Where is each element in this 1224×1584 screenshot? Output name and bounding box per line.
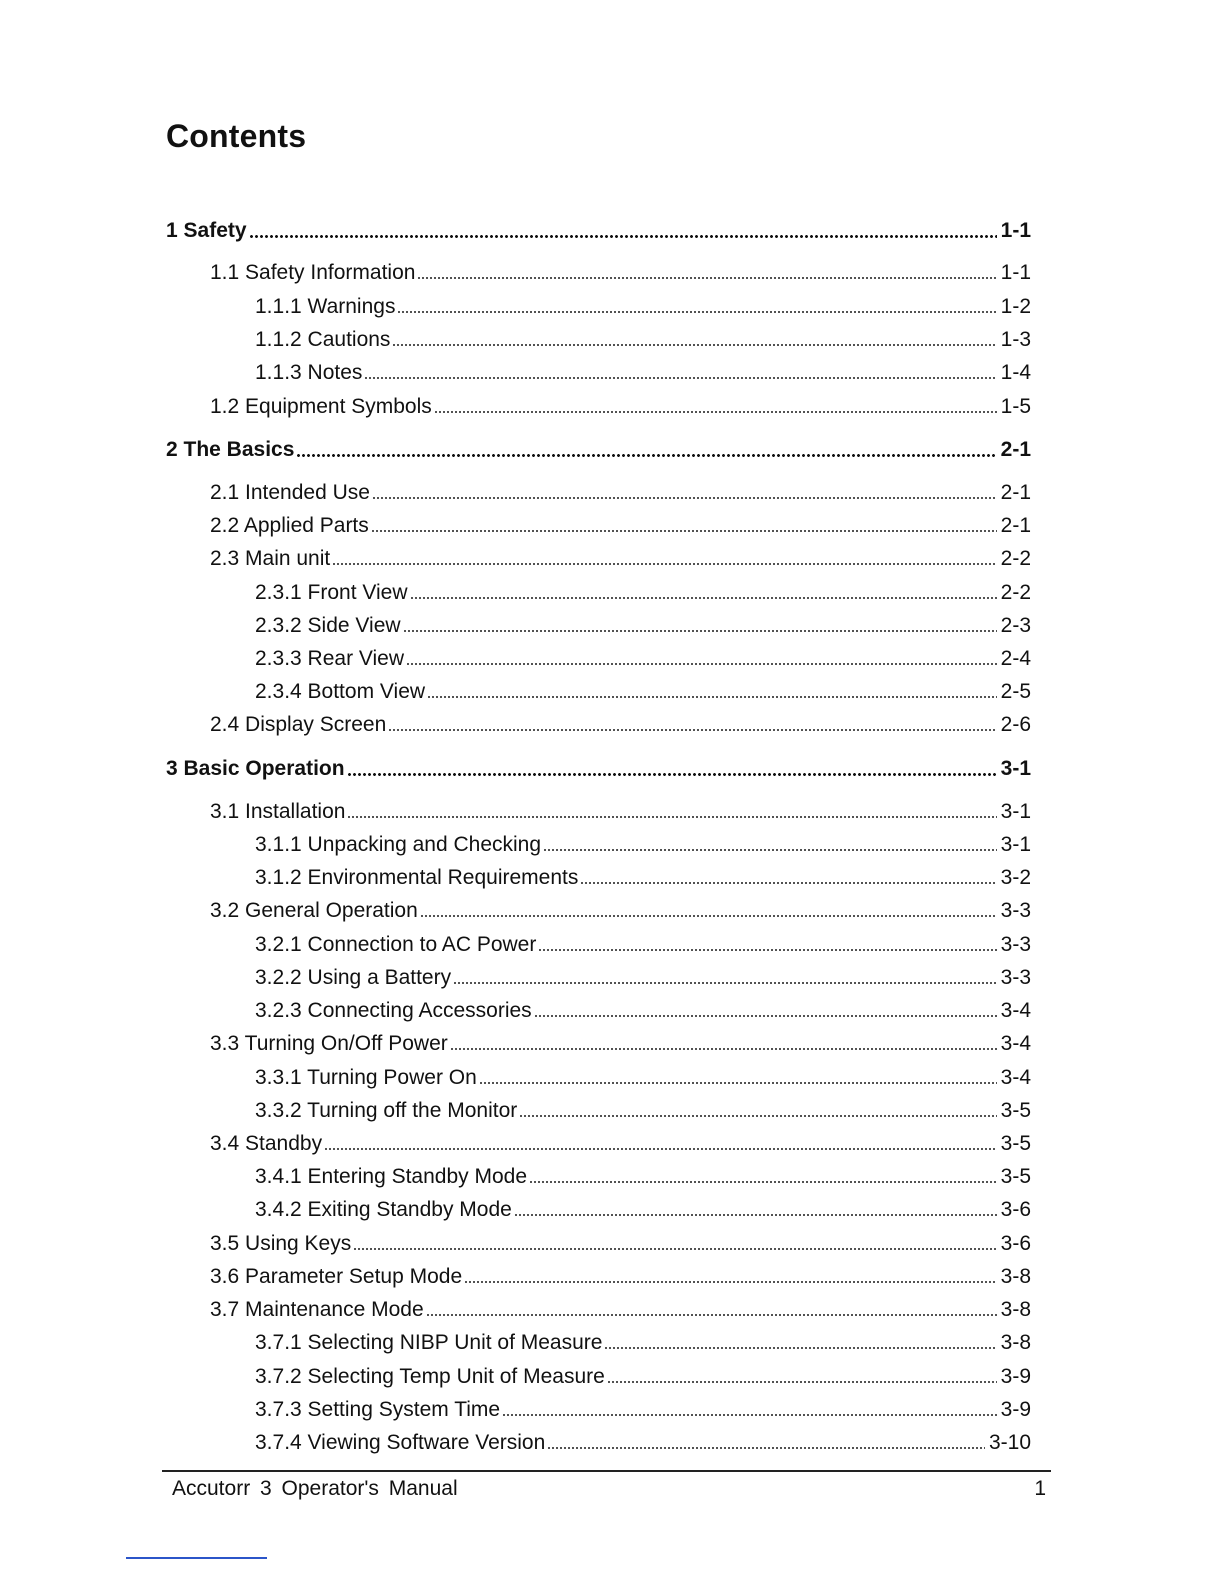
dot-leader — [353, 1248, 996, 1250]
dot-leader — [406, 663, 997, 665]
toc-page: 1-1 — [1000, 219, 1031, 242]
toc-entry-section[interactable] — [210, 795, 1031, 825]
toc-entry-subsection[interactable] — [255, 1393, 1031, 1423]
dot-leader — [450, 1048, 997, 1050]
toc-page: 3-8 — [1000, 1298, 1031, 1321]
toc-label: 2.3 Main unit — [210, 547, 331, 570]
toc-label: 3.2.1 Connection to AC Power — [255, 933, 537, 956]
toc-page: 2-1 — [1000, 514, 1031, 537]
dot-leader — [347, 816, 996, 818]
toc-label: 2.2 Applied Parts — [210, 514, 369, 537]
dot-leader — [479, 1082, 997, 1084]
dot-leader — [392, 344, 996, 346]
dot-leader — [364, 377, 996, 379]
toc-entry-section[interactable] — [210, 1127, 1031, 1157]
toc-entry-subsection[interactable] — [255, 1326, 1031, 1356]
toc-page: 3-6 — [1000, 1198, 1031, 1221]
dot-leader — [296, 454, 996, 457]
toc-entry-subsection[interactable] — [255, 961, 1031, 991]
toc-entry-subsection[interactable] — [255, 861, 1031, 891]
toc-label: 1.2 Equipment Symbols — [210, 395, 432, 418]
toc-entry-subsection[interactable] — [255, 1160, 1031, 1190]
toc-page: 3-6 — [1000, 1232, 1031, 1255]
toc-label: 3.1 Installation — [210, 800, 346, 823]
toc-label: 3.6 Parameter Setup Mode — [210, 1265, 463, 1288]
dot-leader — [332, 563, 996, 565]
toc-page: 2-2 — [1000, 547, 1031, 570]
toc-entry-subsection[interactable] — [255, 609, 1031, 639]
toc-label: 3.2 General Operation — [210, 899, 418, 922]
dot-leader — [427, 696, 997, 698]
toc-entry-section[interactable] — [210, 256, 1031, 286]
dot-leader — [543, 849, 997, 851]
toc-entry-section[interactable] — [210, 1227, 1031, 1257]
dot-leader — [388, 729, 996, 731]
toc-page: 3-4 — [1000, 1032, 1031, 1055]
dot-leader — [502, 1414, 997, 1416]
toc-label: 3.7.1 Selecting NIBP Unit of Measure — [255, 1331, 603, 1354]
toc-page: 2-1 — [1000, 481, 1031, 504]
toc-entry-subsection[interactable] — [255, 675, 1031, 705]
dot-leader — [403, 630, 997, 632]
dot-leader — [420, 915, 997, 917]
toc-page: 1-2 — [1000, 295, 1031, 318]
toc-page: 3-2 — [1000, 866, 1031, 889]
toc-entry-section[interactable] — [210, 542, 1031, 572]
dot-leader — [607, 1381, 997, 1383]
toc-entry-subsection[interactable] — [255, 1061, 1031, 1091]
toc-entry-subsection[interactable] — [255, 1426, 1031, 1456]
toc-entry-subsection[interactable] — [255, 576, 1031, 606]
toc-page: 3-5 — [1000, 1165, 1031, 1188]
dot-leader — [534, 1015, 997, 1017]
toc-label: 1.1.3 Notes — [255, 361, 363, 384]
dot-leader — [434, 411, 997, 413]
toc-page: 3-8 — [1000, 1265, 1031, 1288]
toc-label: 1.1.1 Warnings — [255, 295, 396, 318]
toc-label: 3.7 Maintenance Mode — [210, 1298, 424, 1321]
toc-label: 1.1 Safety Information — [210, 261, 416, 284]
toc-entry-subsection[interactable] — [255, 994, 1031, 1024]
dot-leader — [347, 773, 997, 776]
toc-label: 3.7.2 Selecting Temp Unit of Measure — [255, 1365, 605, 1388]
dot-leader — [547, 1447, 985, 1449]
toc-label: 3 Basic Operation — [166, 757, 345, 780]
toc-page: 3-4 — [1000, 1066, 1031, 1089]
toc-page: 3-1 — [1000, 833, 1031, 856]
page-title: Contents — [166, 118, 307, 154]
toc-label: 3.2.3 Connecting Accessories — [255, 999, 532, 1022]
toc-page: 3-4 — [1000, 999, 1031, 1022]
toc-label: 2.3.2 Side View — [255, 614, 401, 637]
toc-page: 2-1 — [1000, 438, 1031, 461]
toc-page: 3-9 — [1000, 1365, 1031, 1388]
toc-entry-section[interactable] — [210, 390, 1031, 420]
dot-leader — [464, 1281, 996, 1283]
toc-label: 2.3.3 Rear View — [255, 647, 405, 670]
toc-label: 3.7.4 Viewing Software Version — [255, 1431, 546, 1454]
toc-page: 3-3 — [1000, 933, 1031, 956]
dot-leader — [514, 1214, 997, 1216]
toc-label: 3.7.3 Setting System Time — [255, 1398, 501, 1421]
toc-page: 3-1 — [1000, 757, 1031, 780]
toc-label: 2.3.4 Bottom View — [255, 680, 426, 703]
dot-leader — [519, 1115, 996, 1117]
toc-entry-section[interactable] — [210, 509, 1031, 539]
toc-page: 3-5 — [1000, 1132, 1031, 1155]
dot-leader — [453, 982, 997, 984]
dot-leader — [410, 597, 997, 599]
toc-label: 3.4.2 Exiting Standby Mode — [255, 1198, 512, 1221]
toc-page: 2-3 — [1000, 614, 1031, 637]
toc-label: 1 Safety — [166, 219, 247, 242]
toc-entry-subsection[interactable] — [255, 1193, 1031, 1223]
dot-leader — [529, 1181, 997, 1183]
dot-leader — [372, 497, 997, 499]
toc-entry-section[interactable] — [210, 476, 1031, 506]
toc-page: 3-8 — [1000, 1331, 1031, 1354]
footer-divider — [162, 1470, 1051, 1472]
toc-page: 1-4 — [1000, 361, 1031, 384]
toc-page: 3-1 — [1000, 800, 1031, 823]
toc-entry-section[interactable] — [210, 1027, 1031, 1057]
toc-label: 3.2.2 Using a Battery — [255, 966, 452, 989]
toc-page: 2-5 — [1000, 680, 1031, 703]
toc-label: 1.1.2 Cautions — [255, 328, 391, 351]
toc-entry-subsection[interactable] — [255, 928, 1031, 958]
toc-entry-subsection[interactable] — [255, 356, 1031, 386]
toc-entry-subsection[interactable] — [255, 1094, 1031, 1124]
dot-leader — [397, 311, 996, 313]
toc-page: 3-10 — [988, 1431, 1031, 1454]
toc-page: 1-5 — [1000, 395, 1031, 418]
toc-label: 2.4 Display Screen — [210, 713, 387, 736]
toc-label: 3.4.1 Entering Standby Mode — [255, 1165, 528, 1188]
toc-entry-chapter[interactable] — [166, 752, 1031, 782]
dot-leader — [249, 235, 997, 238]
toc-label: 2.3.1 Front View — [255, 581, 408, 604]
toc-entry-section[interactable] — [210, 1293, 1031, 1323]
dot-leader — [538, 949, 996, 951]
toc-entry-subsection[interactable] — [255, 323, 1031, 353]
toc-entry-chapter[interactable] — [166, 214, 1031, 244]
toc-entry-subsection[interactable] — [255, 1360, 1031, 1390]
toc-entry-section[interactable] — [210, 708, 1031, 738]
footer-manual-title: Accutorr 3 Operator's Manual — [172, 1477, 458, 1500]
toc-label: 3.1.2 Environmental Requirements — [255, 866, 579, 889]
toc-entry-subsection[interactable] — [255, 290, 1031, 320]
toc-label: 3.5 Using Keys — [210, 1232, 352, 1255]
scan-artifact-line — [126, 1557, 267, 1559]
dot-leader — [604, 1347, 996, 1349]
toc-label: 3.3.2 Turning off the Monitor — [255, 1099, 518, 1122]
dot-leader — [324, 1148, 997, 1150]
toc-page: 2-4 — [1000, 647, 1031, 670]
dot-leader — [426, 1314, 997, 1316]
toc-label: 2.1 Intended Use — [210, 481, 370, 504]
toc-entry-section[interactable] — [210, 1260, 1031, 1290]
dot-leader — [417, 277, 996, 279]
footer-page-number: 1 — [1034, 1477, 1046, 1500]
toc-entry-subsection[interactable] — [255, 642, 1031, 672]
toc-page: 3-9 — [1000, 1398, 1031, 1421]
dot-leader — [371, 530, 997, 532]
toc-page: 3-3 — [1000, 899, 1031, 922]
toc-page: 2-6 — [1000, 713, 1031, 736]
toc-entry-chapter[interactable] — [166, 433, 1031, 463]
toc-page: 3-3 — [1000, 966, 1031, 989]
toc-label: 3.4 Standby — [210, 1132, 323, 1155]
toc-page: 1-1 — [1000, 261, 1031, 284]
toc-entry-subsection[interactable] — [255, 828, 1031, 858]
toc-label: 3.1.1 Unpacking and Checking — [255, 833, 542, 856]
toc-label: 3.3 Turning On/Off Power — [210, 1032, 448, 1055]
toc-page: 2-2 — [1000, 581, 1031, 604]
toc-page: 1-3 — [1000, 328, 1031, 351]
toc-label: 3.3.1 Turning Power On — [255, 1066, 477, 1089]
toc-page: 3-5 — [1000, 1099, 1031, 1122]
toc-entry-section[interactable] — [210, 894, 1031, 924]
toc-label: 2 The Basics — [166, 438, 295, 461]
dot-leader — [580, 882, 996, 884]
